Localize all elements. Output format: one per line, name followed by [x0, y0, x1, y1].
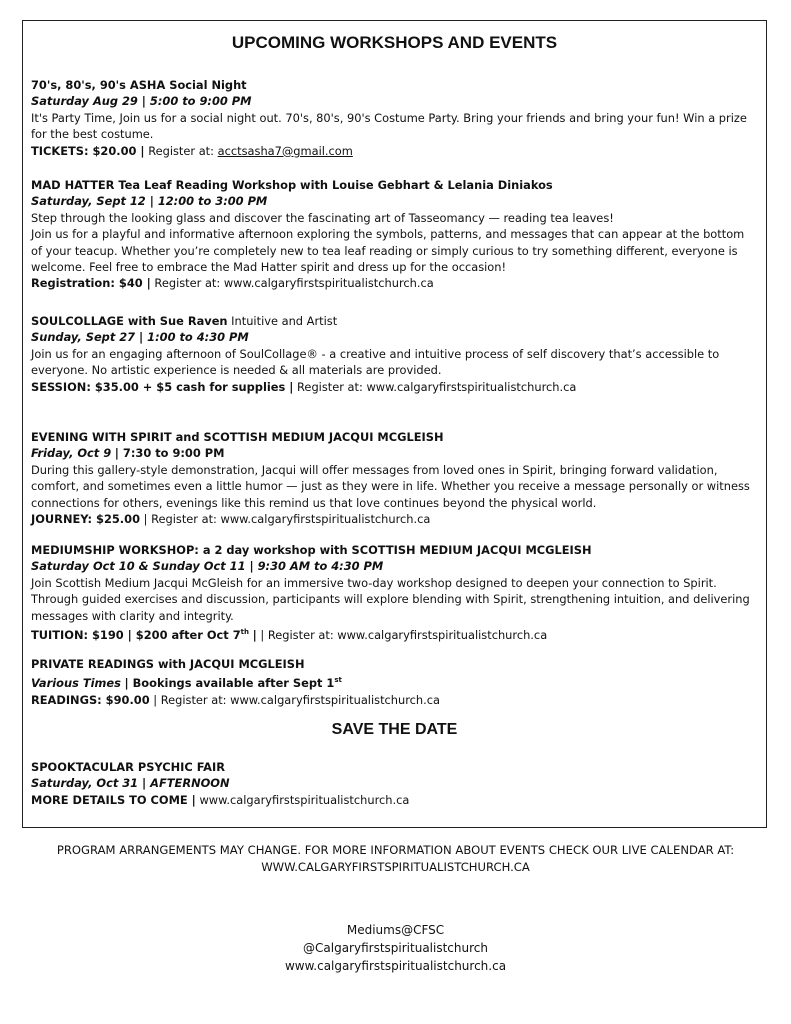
event-title: SPOOKTACULAR PSYCHIC FAIR	[31, 760, 226, 774]
register-link[interactable]: www.calgaryfirstspiritualistchurch.ca	[220, 512, 431, 527]
event-price-line	[31, 692, 756, 708]
event-title-line	[31, 313, 756, 329]
event-date: Friday, Oct 9	[31, 446, 112, 461]
event-date: Saturday Aug 29 | 5:00 to 9:00 PM	[31, 94, 252, 109]
event-price-line	[31, 624, 756, 643]
event-mad-hatter	[31, 177, 756, 292]
price-label: JOURNEY: $25.00	[31, 512, 140, 527]
event-date: Saturday, Sept 12 | 12:00 to 3:00 PM	[31, 194, 268, 209]
price-label: Registration: $40 |	[31, 276, 151, 291]
event-date: Saturday Oct 10 & Sunday Oct 11 | 9:30 AM to 4:30 PM	[31, 559, 384, 574]
event-title: MEDIUMSHIP WORKSHOP: a 2 day workshop with SCOTTISH MEDIUM JACQUI MCGLEISH	[31, 543, 592, 557]
register-prefix: | Register at:	[143, 512, 217, 527]
date-superscript: st	[334, 676, 342, 685]
events-panel	[22, 20, 767, 828]
event-description: During this gallery-style demonstration, Jacqui will offer messages from loved ones in Spirit, bringing forward validation, comfort, and sometimes even a little humor — just as they were in life. Whether you receive a message personally or witness connections for others, evenings like this remind us that love continues beyond the physical world.	[31, 462, 750, 510]
register-prefix: | Register at:	[260, 627, 334, 642]
register-prefix: | Register at:	[153, 692, 227, 707]
price-superscript: th	[240, 628, 249, 637]
event-title: EVENING WITH SPIRIT and SCOTTISH MEDIUM JACQUI MCGLEISH	[31, 430, 444, 444]
event-price-line	[31, 379, 756, 395]
details-link[interactable]: www.calgaryfirstspiritualistchurch.ca	[199, 792, 410, 807]
event-description: Join us for an engaging afternoon of SoulCollage® - a creative and intuitive process of self discovery that’s accessible to everyone. No artistic experience is needed & all materials are provided.	[31, 346, 720, 378]
event-date-line	[31, 672, 756, 691]
event-title: PRIVATE READINGS with JACQUI MCGLEISH	[31, 657, 305, 671]
event-price-line	[31, 275, 756, 291]
price-separator: |	[252, 627, 257, 642]
event-title: SOULCOLLAGE with Sue Raven	[31, 314, 228, 328]
event-evening-with-spirit	[31, 429, 756, 527]
event-asha-social-night	[31, 77, 756, 159]
event-mediumship-workshop	[31, 542, 756, 643]
price-label: READINGS: $90.00	[31, 692, 150, 707]
event-private-readings	[31, 656, 756, 708]
program-notice: PROGRAM ARRANGEMENTS MAY CHANGE. FOR MORE INFORMATION ABOUT EVENTS CHECK OUR LIVE CALENDAR AT: WWW.CALGARYFIRSTSPIRITUALISTCHURCH.CA	[56, 843, 735, 874]
page-title: UPCOMING WORKSHOPS AND EVENTS	[231, 33, 558, 52]
details-label: MORE DETAILS TO COME |	[31, 792, 196, 807]
event-details-line	[31, 792, 756, 808]
event-soulcollage	[31, 313, 756, 395]
price-label: TUITION: $190 | $200 after Oct 7	[31, 627, 241, 642]
event-date: Various Times	[31, 676, 121, 691]
event-title-suffix: Intuitive and Artist	[231, 314, 338, 328]
event-description: Join us for a playful and informative afternoon exploring the symbols, patterns, and messages that can appear at the bottom of your teacup. Whether you’re completely new to tea leaf reading or simply curious to try something different, everyone is welcome. Feel free to embrace the Mad Hatter spirit and dress up for the occasion!	[31, 227, 745, 275]
price-label: SESSION: $35.00 + $5 cash for supplies |	[31, 379, 294, 394]
event-spooktacular	[31, 759, 756, 808]
register-prefix: Register at:	[148, 143, 214, 158]
save-the-date-heading: SAVE THE DATE	[331, 721, 458, 738]
contact-email[interactable]: Mediums@CFSC	[346, 923, 445, 937]
event-title: MAD HATTER Tea Leaf Reading Workshop with Louise Gebhart & Lelania Diniakos	[31, 178, 553, 192]
event-price-line	[31, 143, 756, 159]
register-link[interactable]: www.calgaryfirstspiritualistchurch.ca	[230, 692, 441, 707]
register-email-link[interactable]: acctsasha7@gmail.com	[217, 143, 353, 158]
contact-block	[0, 921, 791, 975]
event-availability: | Bookings available after Sept 1	[124, 676, 335, 691]
register-link[interactable]: www.calgaryfirstspiritualistchurch.ca	[337, 627, 548, 642]
event-date: Saturday, Oct 31 | AFTERNOON	[31, 776, 230, 791]
event-description: Join Scottish Medium Jacqui McGleish for an immersive two-day workshop designed to deepen your connection to Spirit. Through guided exercises and discussion, participants will explore blending with Spirit, strengthening intuition, and delivering messages with clarity and integrity.	[31, 575, 750, 623]
event-date: Sunday, Sept 27 | 1:00 to 4:30 PM	[31, 330, 249, 345]
contact-social[interactable]: @Calgaryfirstspiritualistchurch	[303, 941, 488, 955]
event-time: | 7:30 to 9:00 PM	[114, 446, 225, 461]
event-title: 70's, 80's, 90's ASHA Social Night	[31, 78, 247, 92]
event-price-line	[31, 511, 756, 527]
register-prefix: Register at:	[154, 276, 221, 291]
contact-website[interactable]: www.calgaryfirstspiritualistchurch.ca	[284, 959, 507, 973]
register-link[interactable]: www.calgaryfirstspiritualistchurch.ca	[366, 379, 577, 394]
price-label: TICKETS: $20.00 |	[31, 143, 145, 158]
register-prefix: Register at:	[297, 379, 363, 394]
register-link[interactable]: www.calgaryfirstspiritualistchurch.ca	[223, 276, 434, 291]
event-description: Step through the looking glass and discover the fascinating art of Tasseomancy — reading tea leaves!	[31, 210, 614, 225]
event-date-line	[31, 445, 756, 461]
event-description: It's Party Time, Join us for a social night out. 70's, 80's, 90's Costume Party. Bring your friends and bring your fun! Win a prize for the best costume.	[31, 110, 747, 142]
